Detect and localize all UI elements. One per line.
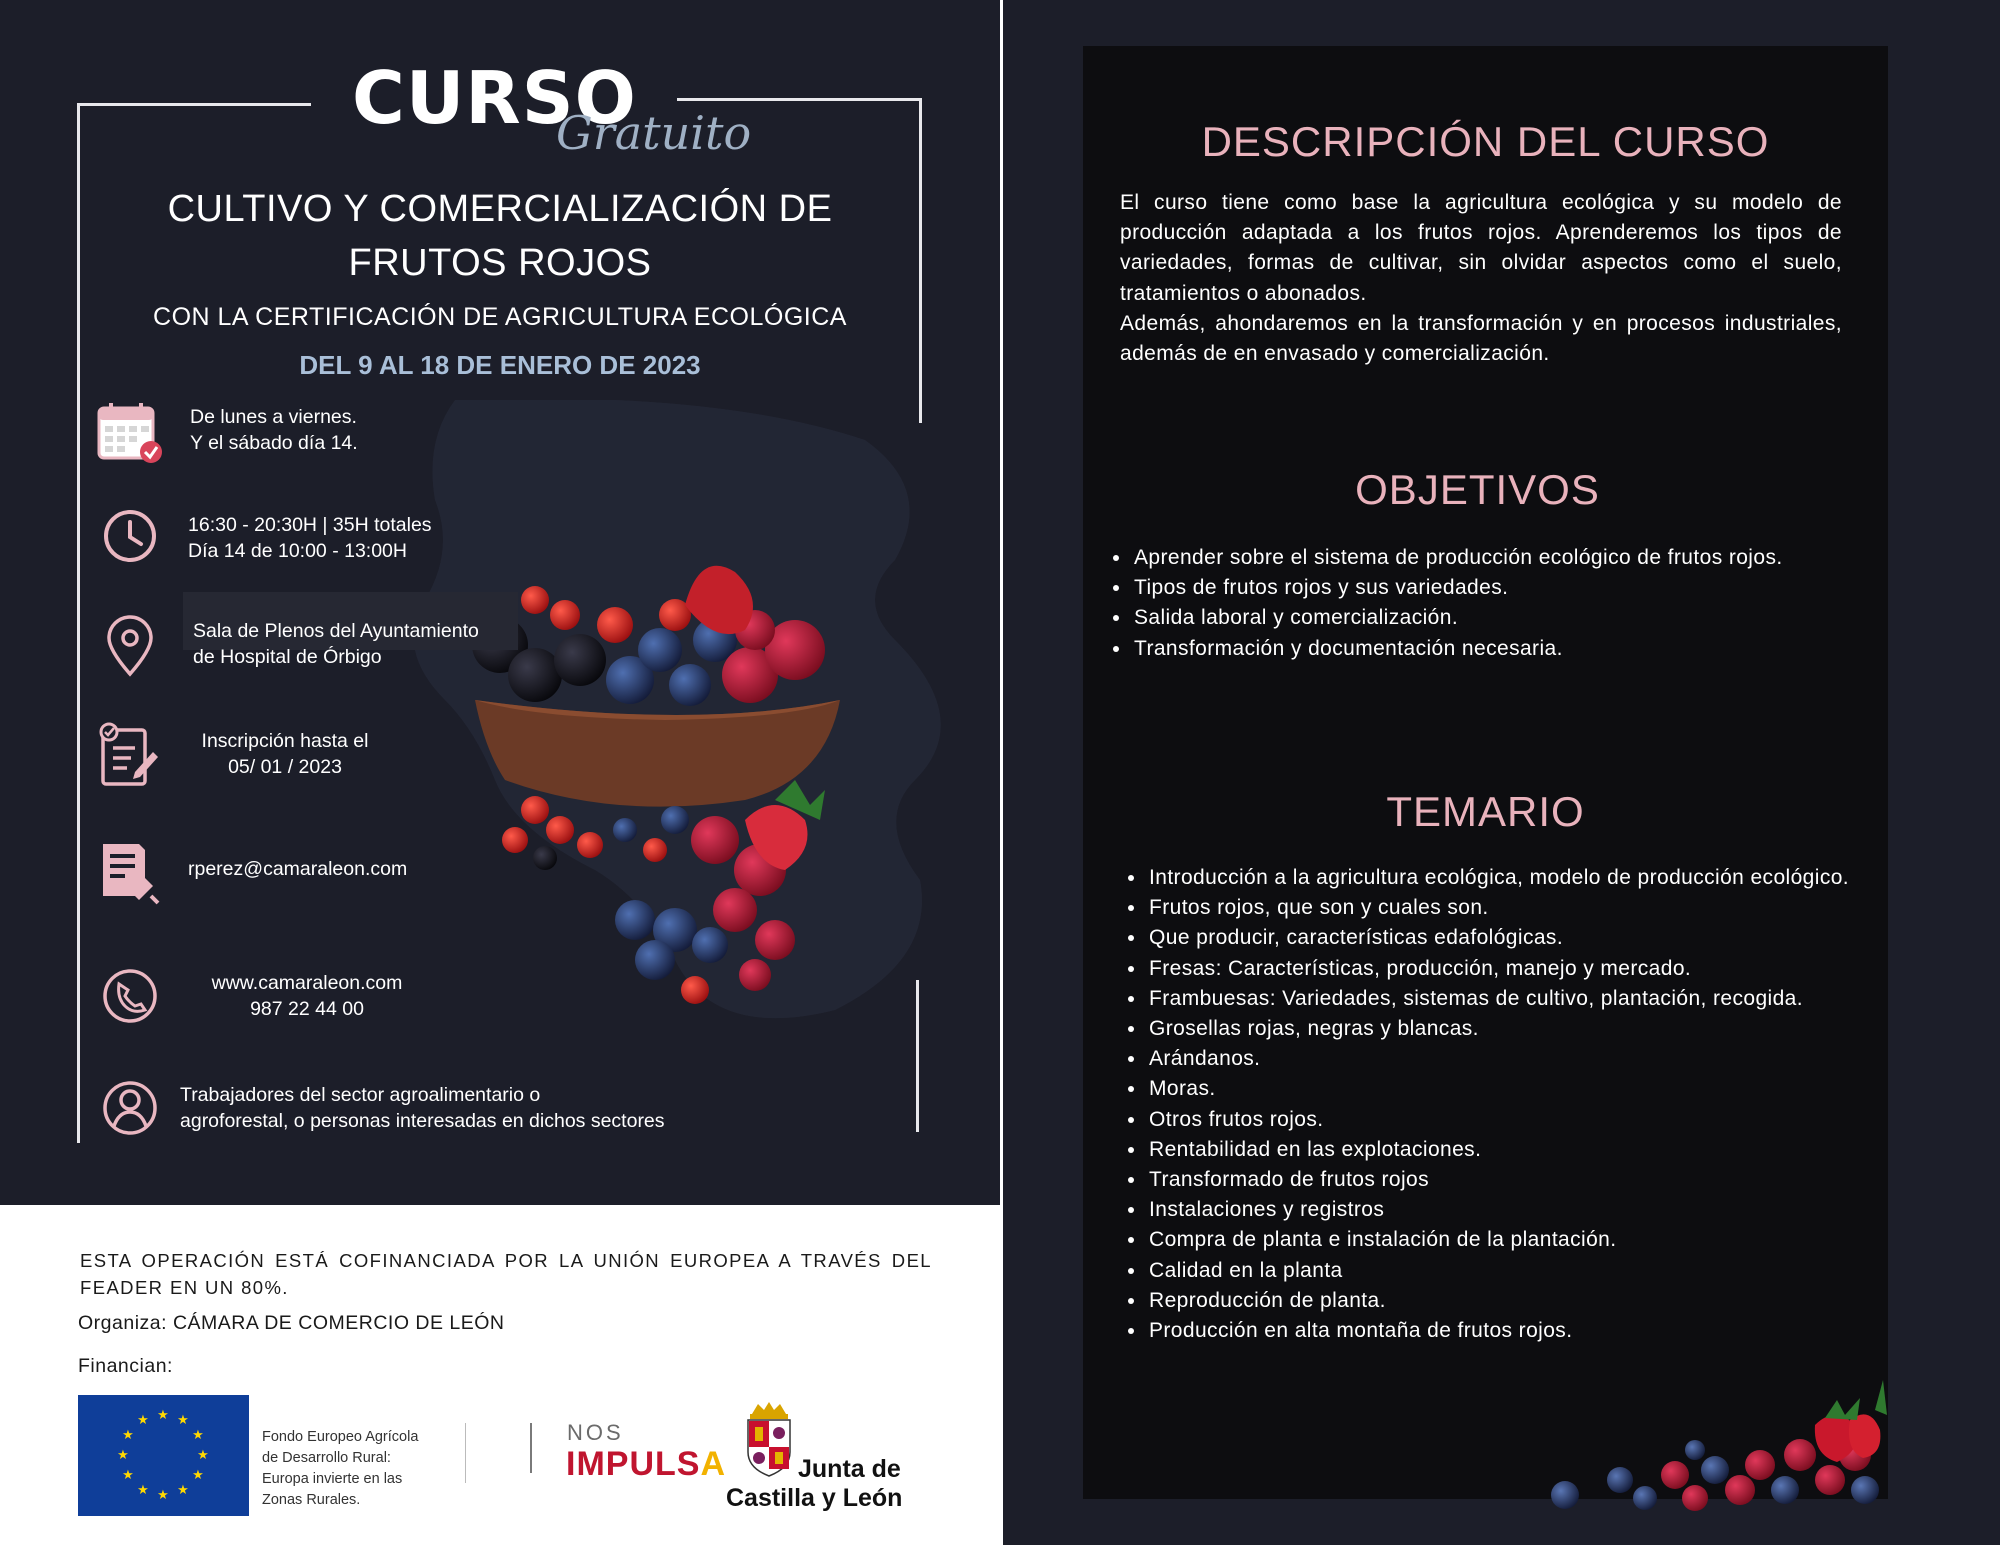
location-line2: de Hospital de Órbigo xyxy=(193,646,382,668)
course-subtitle: CON LA CERTIFICACIÓN DE AGRICULTURA ECOLÓGICA xyxy=(153,303,847,331)
phone-number-text: 987 22 44 00 xyxy=(250,998,364,1020)
list-item: • Compra de planta e instalación de la plantación. xyxy=(1147,1225,1881,1255)
audience-line1: Trabajadores del sector agroalimentario o xyxy=(180,1084,541,1106)
registration-line1: Inscripción hasta el xyxy=(201,730,369,752)
berries-bowl-image xyxy=(415,400,955,1020)
jcyl-line1: Junta de xyxy=(798,1455,901,1483)
list-item: • Transformación y documentación necesaria. xyxy=(1132,634,1895,664)
feader-line4: Zonas Rurales. xyxy=(262,1492,361,1508)
descripcion-heading: DESCRIPCIÓN DEL CURSO xyxy=(1201,118,1770,165)
organiza-text: Organiza: CÁMARA DE COMERCIO DE LEÓN xyxy=(78,1312,505,1334)
logo-divider-1 xyxy=(465,1423,466,1483)
contact-email: rperez@camaraleon.com xyxy=(188,858,408,880)
curso-heading: CURSO xyxy=(352,56,637,140)
list-item: • Frutos rojos, que son y cuales son. xyxy=(1147,893,1881,923)
svg-text:★: ★ xyxy=(192,1468,204,1483)
list-item: • Grosellas rojas, negras y blancas. xyxy=(1147,1014,1881,1044)
descripcion-paragraph xyxy=(1120,188,1842,369)
schedule-days-text xyxy=(190,404,358,456)
list-item: • Arándanos. xyxy=(1147,1044,1881,1074)
feader-text xyxy=(262,1427,462,1511)
schedule-days-row xyxy=(95,398,745,468)
financian-label: Financian: xyxy=(78,1355,173,1377)
course-title-line2: FRUTOS ROJOS xyxy=(348,242,652,284)
email-text xyxy=(188,856,407,882)
svg-text:★: ★ xyxy=(177,1483,189,1498)
svg-text:★: ★ xyxy=(137,1413,149,1428)
temario-list xyxy=(1119,863,1881,1346)
list-item: • Tipos de frutos rojos y sus variedades. xyxy=(1132,573,1895,603)
website-text: www.camaraleon.com xyxy=(211,972,403,994)
schedule-days-line2: Y el sábado día 14. xyxy=(190,432,358,454)
objetivos-list xyxy=(1104,543,1895,664)
svg-text:★: ★ xyxy=(122,1428,134,1443)
feader-line1: Fondo Europeo Agrícola xyxy=(262,1429,419,1445)
audience-text xyxy=(180,1082,820,1134)
course-flyer xyxy=(0,0,1000,1205)
jcyl-line2: Castilla y León xyxy=(726,1484,903,1512)
calendar-icon xyxy=(95,398,165,468)
svg-text:★: ★ xyxy=(122,1468,134,1483)
registration-line2: 05/ 01 / 2023 xyxy=(228,756,342,778)
list-item: • Calidad en la planta xyxy=(1147,1256,1881,1286)
logo-divider-2 xyxy=(530,1423,532,1473)
list-item: • Producción en alta montaña de frutos rojos. xyxy=(1147,1316,1881,1346)
registration-row xyxy=(95,722,745,792)
list-item: • Frambuesas: Variedades, sistemas de cultivo, plantación, recogida. xyxy=(1147,984,1881,1014)
registration-form-icon xyxy=(95,722,165,792)
feader-line2: de Desarrollo Rural: xyxy=(262,1450,391,1466)
web-phone-row xyxy=(95,964,745,1034)
clock-icon xyxy=(95,506,165,576)
list-item: • Transformado de frutos rojos xyxy=(1147,1165,1881,1195)
course-title xyxy=(60,182,940,290)
audience-line2: agroforestal, o personas interesadas en dichos sectores xyxy=(180,1110,665,1132)
location-text xyxy=(193,618,479,670)
list-item: • Aprender sobre el sistema de producción ecológico de frutos rojos. xyxy=(1132,543,1895,573)
frame-top-right-line xyxy=(677,98,922,101)
descripcion-text-1: El curso tiene como base la agricultura ecológica y su modelo de producción adaptada a los frutos rojos. Aprenderemos los tipos de variedades, formas de cultivar, sin olvidar aspectos como el suelo, tratamientos o abonados. xyxy=(1120,191,1842,305)
list-item: • Instalaciones y registros xyxy=(1147,1195,1881,1225)
user-icon xyxy=(95,1076,165,1146)
list-item: • Introducción a la agricultura ecológica, modelo de producción ecológico. xyxy=(1147,863,1881,893)
junta-castilla-leon-text xyxy=(726,1455,902,1513)
eu-flag-logo xyxy=(78,1395,249,1516)
schedule-hours-text xyxy=(188,512,432,564)
schedule-hours-row xyxy=(95,506,745,576)
temario-heading: TEMARIO xyxy=(1386,788,1585,835)
gratuito-script: Gratuito xyxy=(556,106,752,160)
svg-text:★: ★ xyxy=(157,1408,169,1423)
web-phone-text xyxy=(187,970,427,1022)
funding-footer xyxy=(0,1205,1000,1545)
location-pin-icon xyxy=(95,612,165,682)
objetivos-heading: OBJETIVOS xyxy=(1355,466,1600,513)
feader-line3: Europa invierte en las xyxy=(262,1471,403,1487)
corner-berries-image xyxy=(1545,1370,1890,1515)
svg-text:★: ★ xyxy=(177,1413,189,1428)
impulsa-text: IMPULS xyxy=(566,1445,701,1483)
location-line1: Sala de Plenos del Ayuntamiento xyxy=(193,620,479,642)
svg-text:★: ★ xyxy=(117,1448,129,1463)
svg-text:★: ★ xyxy=(157,1488,169,1503)
svg-text:★: ★ xyxy=(137,1483,149,1498)
list-item: • Reproducción de planta. xyxy=(1147,1286,1881,1316)
list-item: • Que producir, características edafológicas. xyxy=(1147,923,1881,953)
audience-row xyxy=(95,1076,815,1146)
cofinanciada-notice: ESTA OPERACIÓN ESTÁ COFINANCIADA POR LA UNIÓN EUROPEA A TRAVÉS DEL FEADER EN UN 80%. xyxy=(80,1250,932,1298)
email-row xyxy=(95,840,745,910)
course-dates: DEL 9 AL 18 DE ENERO DE 2023 xyxy=(299,350,701,380)
schedule-hours-line2: Día 14 de 10:00 - 13:00H xyxy=(188,540,407,562)
schedule-hours-line1: 16:30 - 20:30H | 35H totales xyxy=(188,514,432,536)
registration-text xyxy=(185,728,385,780)
list-item: • Otros frutos rojos. xyxy=(1147,1105,1881,1135)
descripcion-text-2: Además, ahondaremos en la transformación y en procesos industriales, además de en envasado y comercialización. xyxy=(1120,311,1842,366)
nos-impulsa-logo xyxy=(566,1445,726,1484)
impulsa-accent: A xyxy=(700,1445,727,1483)
list-item: • Moras. xyxy=(1147,1074,1881,1104)
frame-top-left-line xyxy=(77,103,311,106)
list-item: • Fresas: Características, producción, manejo y mercado. xyxy=(1147,954,1881,984)
document-edit-icon xyxy=(95,840,165,910)
schedule-days-line1: De lunes a viernes. xyxy=(190,406,357,428)
phone-icon xyxy=(95,964,165,1034)
svg-text:★: ★ xyxy=(197,1448,209,1463)
list-item: • Rentabilidad en las explotaciones. xyxy=(1147,1135,1881,1165)
nos-impulsa-nos: NOS xyxy=(567,1420,624,1445)
course-title-line1: CULTIVO Y COMERCIALIZACIÓN DE xyxy=(167,188,833,230)
svg-text:★: ★ xyxy=(192,1428,204,1443)
location-row xyxy=(95,612,745,682)
list-item: • Salida laboral y comercialización. xyxy=(1132,603,1895,633)
